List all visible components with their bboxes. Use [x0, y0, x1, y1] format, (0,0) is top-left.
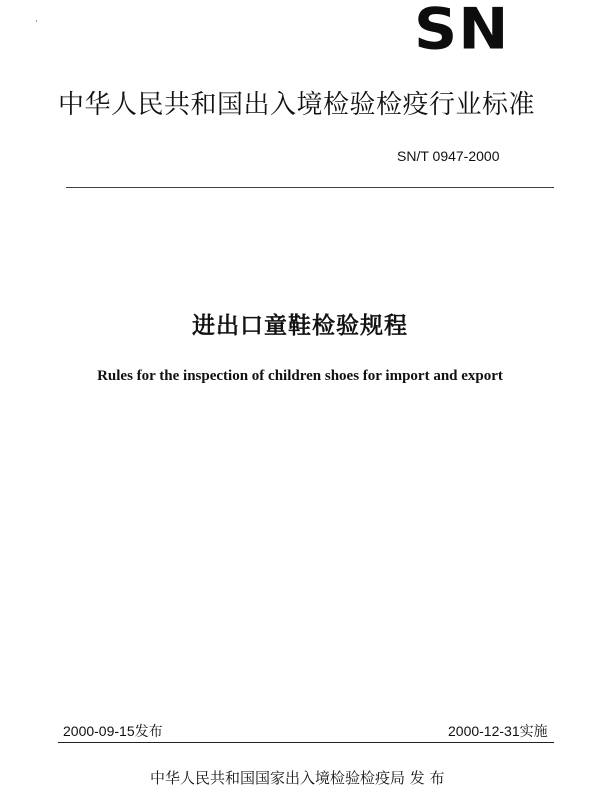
issue-date: 2000-09-15发布	[63, 723, 163, 739]
sn-logo: SN	[414, 0, 510, 63]
document-title-chinese: 进出口童鞋检验规程	[192, 313, 408, 339]
scan-speck	[36, 20, 37, 22]
footer-divider	[58, 742, 554, 743]
industry-standard-title: 中华人民共和国出入境检验检疫行业标准	[58, 90, 536, 120]
implementation-date: 2000-12-31实施	[448, 723, 548, 739]
document-title-english: Rules for the inspection of children shoes for import and export	[97, 368, 503, 384]
publisher: 中华人民共和国国家出入境检验检疫局 发 布	[150, 769, 445, 787]
standard-number: SN/T 0947-2000	[397, 148, 500, 164]
header-divider	[66, 187, 554, 188]
